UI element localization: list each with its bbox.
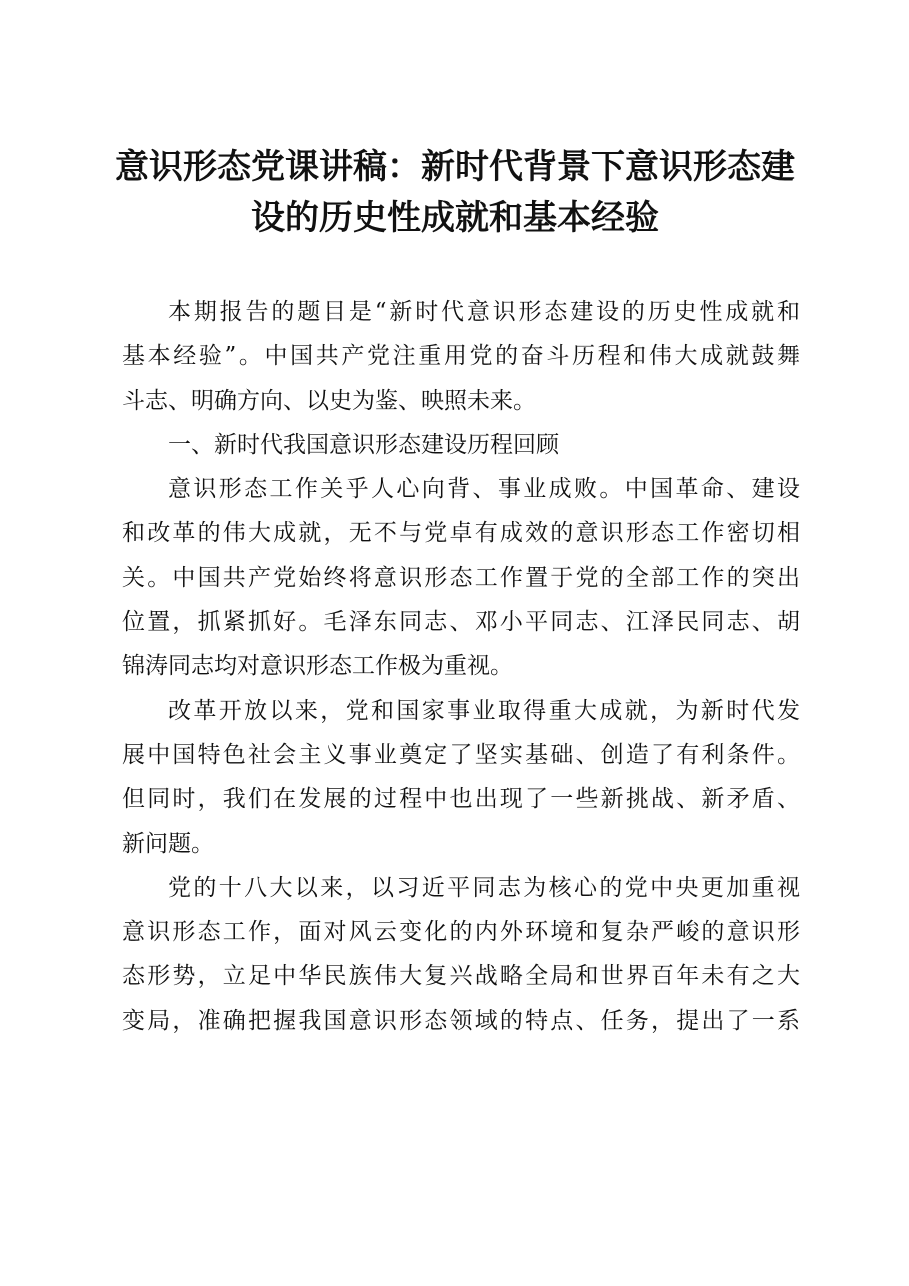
text-line: 一、新时代我国意识形态建设历程回顾 (168, 431, 559, 458)
title-line: 设的历史性成就和基本经验 (251, 198, 659, 238)
document-title (110, 142, 800, 244)
text-line: 锦涛同志均对意识形态工作极为重视。 (122, 653, 513, 680)
text-line: 关。中国共产党始终将意识形态工作置于党的全部工作的突出 (122, 564, 800, 591)
title-line: 意识形态党课讲稿：新时代背景下意识形态建 (115, 147, 795, 187)
section-heading (122, 423, 800, 467)
text-line: 位置，抓紧抓好。毛泽东同志、邓小平同志、江泽民同志、胡 (122, 609, 800, 636)
text-line: 态形势，立足中华民族伟大复兴战略全局和世界百年未有之大 (122, 963, 800, 990)
text-line: 展中国特色社会主义事业奠定了坚实基础、创造了有利条件。 (122, 741, 800, 768)
paragraph (122, 290, 800, 423)
text-line: 改革开放以来，党和国家事业取得重大成就，为新时代发 (168, 697, 800, 724)
text-line: 意识形态工作，面对风云变化的内外环境和复杂严峻的意识形 (122, 919, 800, 946)
paragraph (122, 866, 800, 1043)
paragraph (122, 689, 800, 866)
text-line: 基本经验”。中国共产党注重用党的奋斗历程和伟大成就鼓舞 (122, 343, 800, 370)
text-line: 变局，准确把握我国意识形态领域的特点、任务，提出了一系 (122, 1007, 800, 1034)
text-line: 意识形态工作关乎人心向背、事业成败。中国革命、建设 (168, 476, 800, 503)
paragraph (122, 467, 800, 688)
text-line: 党的十八大以来，以习近平同志为核心的党中央更加重视 (168, 874, 800, 901)
text-line: 但同时，我们在发展的过程中也出现了一些新挑战、新矛盾、 (122, 786, 800, 813)
text-line: 和改革的伟大成就，无不与党卓有成效的意识形态工作密切相 (122, 520, 800, 547)
document-body (122, 290, 800, 1043)
text-line: 新问题。 (122, 830, 214, 857)
text-line: 本期报告的题目是“新时代意识形态建设的历史性成就和 (168, 299, 800, 325)
text-line: 斗志、明确方向、以史为鉴、映照未来。 (122, 387, 536, 414)
